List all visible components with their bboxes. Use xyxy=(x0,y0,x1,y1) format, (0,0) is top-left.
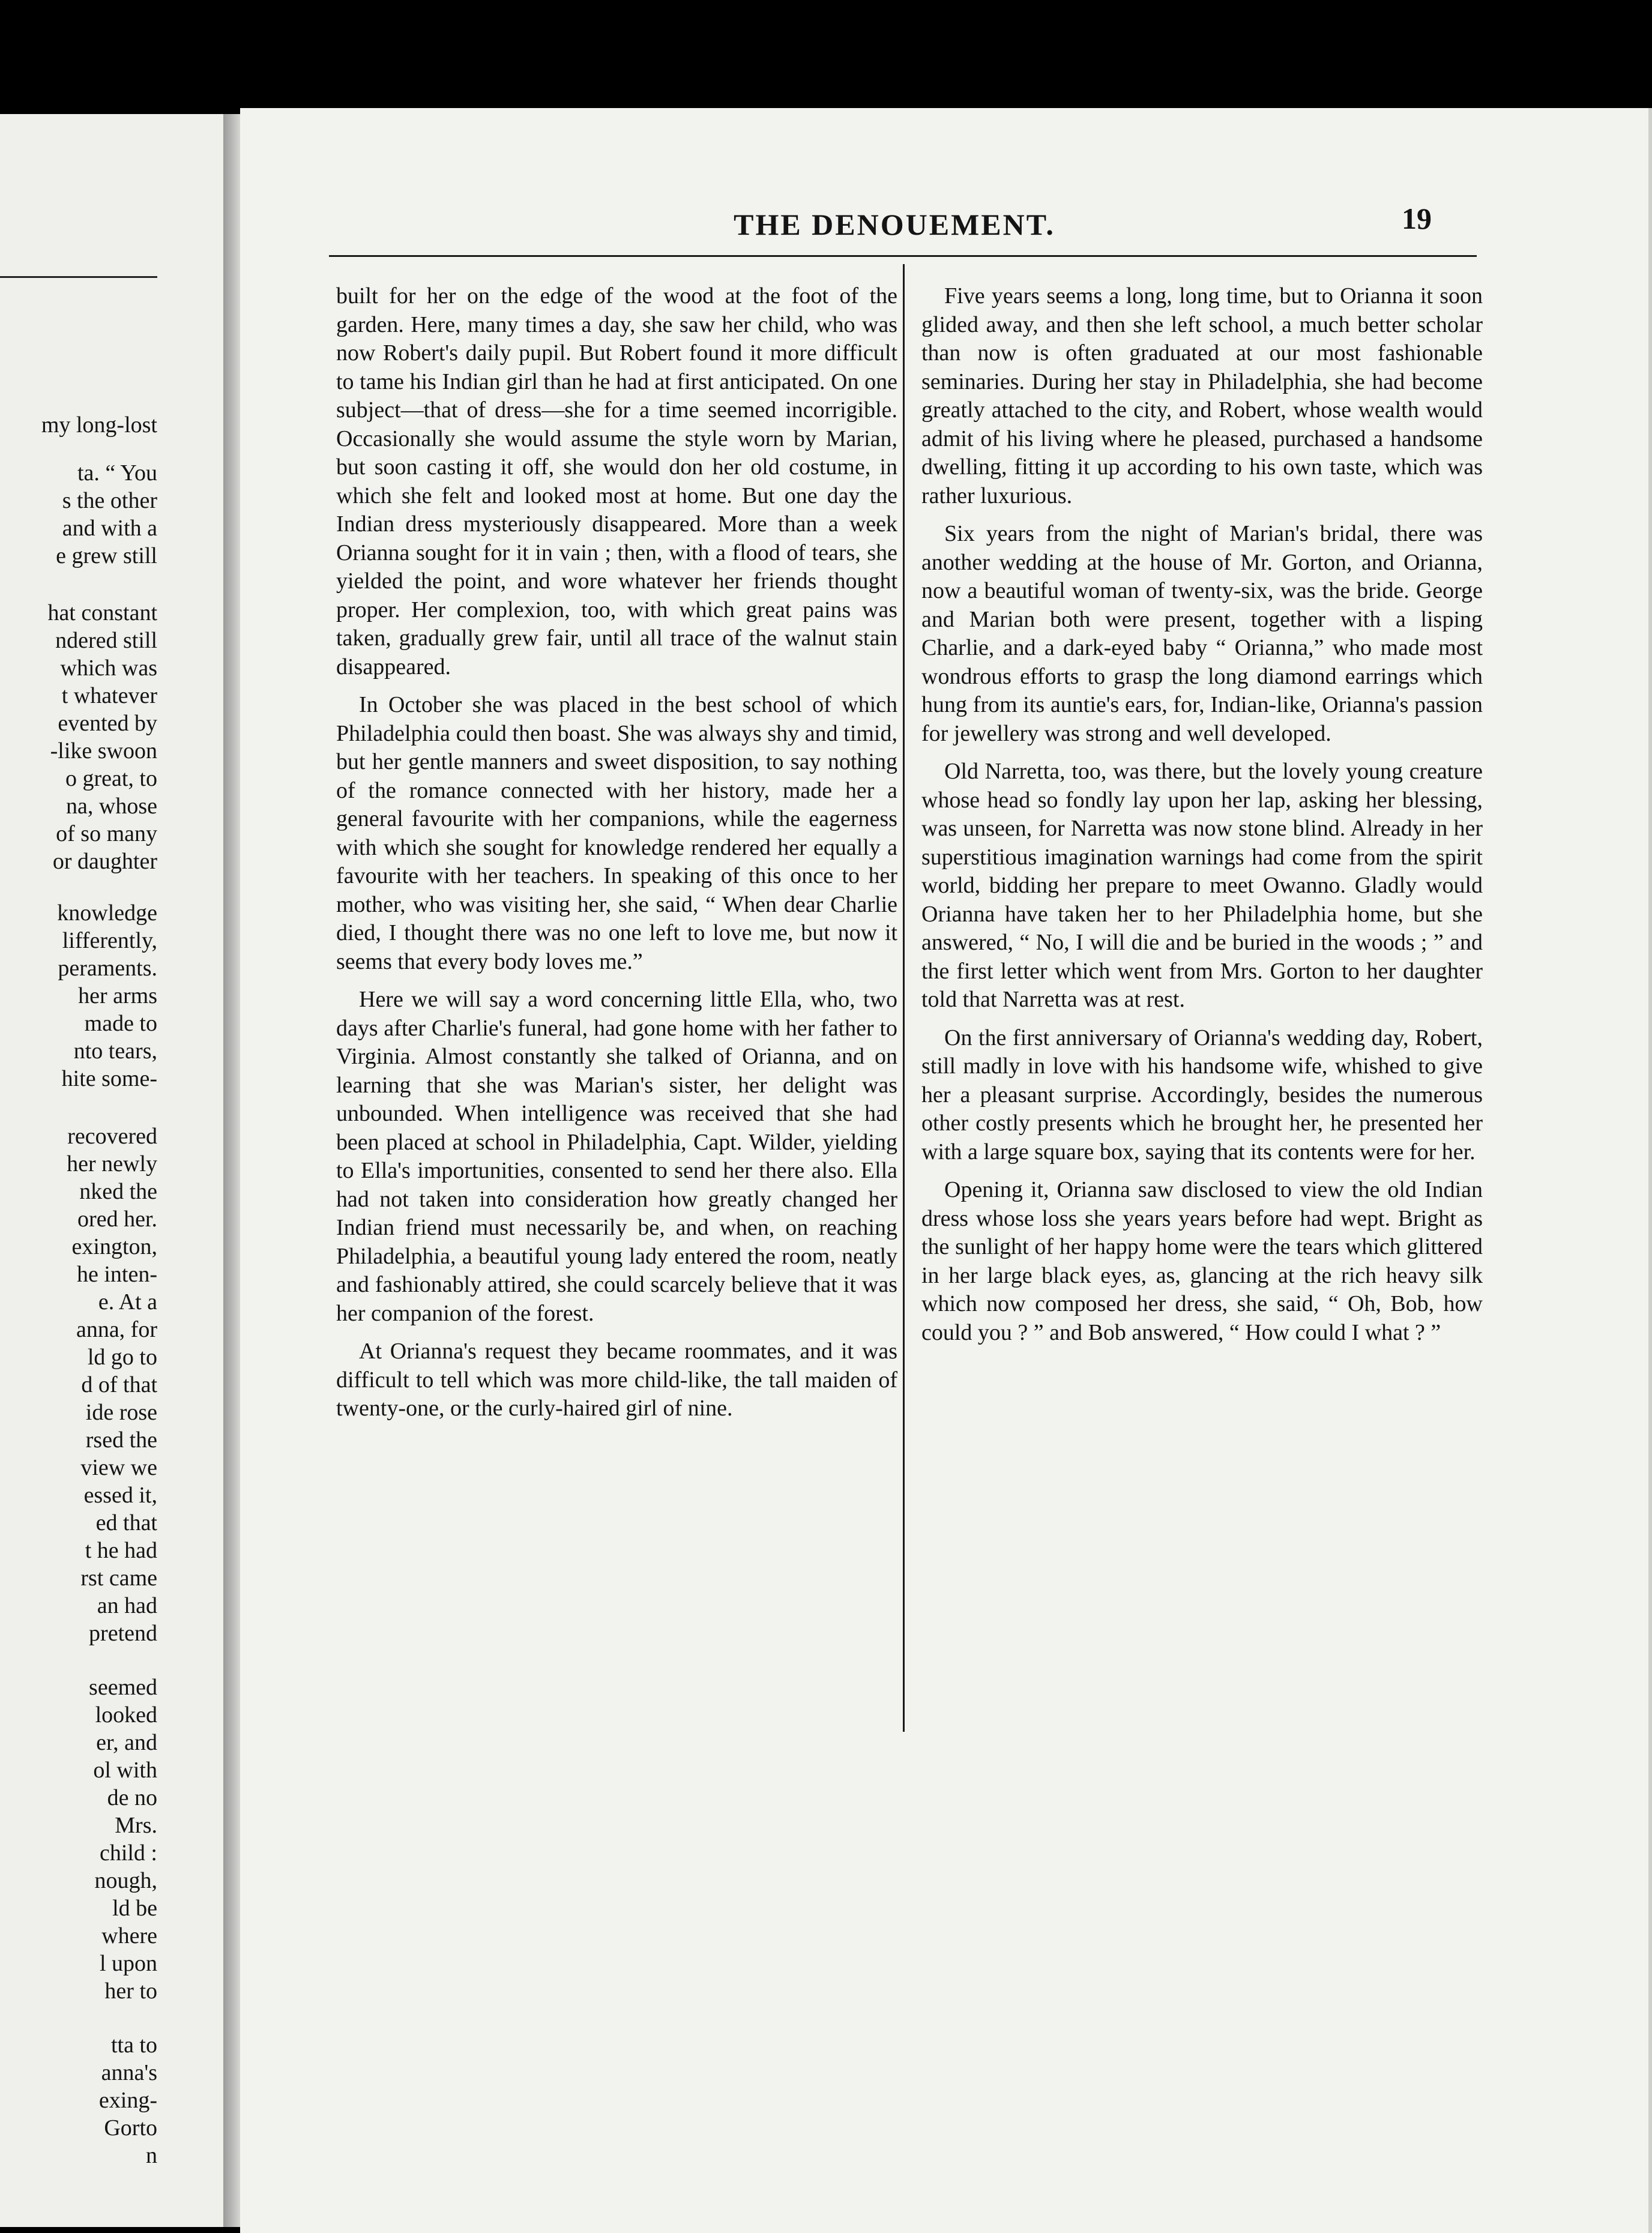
left-fragment: hite some- xyxy=(61,1066,157,1091)
left-fragment: peraments. xyxy=(58,956,157,981)
left-fragment: recovered xyxy=(67,1124,157,1149)
left-fragment: rst came xyxy=(80,1566,157,1591)
column-divider xyxy=(903,264,905,1732)
left-fragment: d of that xyxy=(81,1372,157,1397)
left-fragment: exington, xyxy=(71,1234,157,1259)
paragraph: built for her on the edge of the wood at the foot of the garden. Here, many times a day, she saw her child, who was now Robert's daily pupil. But Robert found it more difficult to tame his Indian girl than he had at first anticipated. On one subject—that of dress—she for a time seemed incorrigible. Occasionally she would assume the style worn by Marian, but soon casting it off, she would don her old costume, in which she felt and looked most at home. But one day the Indian dress mysteriously disappeared. More than a week Orianna sought for it in vain ; then, with a flood of tears, she yielded the point, and wore whatever her friends thought proper. Her complexion, too, with which great pains was taken, gradually grew fair, until all trace of the walnut stain disappeared. xyxy=(336,283,897,680)
left-fragment: anna, for xyxy=(76,1317,157,1342)
left-fragment: pretend xyxy=(89,1621,157,1646)
left-fragment: her newly xyxy=(67,1151,157,1177)
left-fragment: -like swoon xyxy=(50,738,157,764)
left-fragment: o great, to xyxy=(65,766,157,791)
left-fragment: e grew still xyxy=(56,543,157,568)
left-fragment: nto tears, xyxy=(73,1038,157,1064)
left-fragment: seemed xyxy=(89,1675,157,1700)
left-fragment: which was xyxy=(60,655,157,681)
left-fragment: anna's xyxy=(101,2060,157,2085)
left-fragment: where xyxy=(101,1923,157,1948)
left-fragment: he inten- xyxy=(76,1262,157,1287)
left-fragment: hat constant xyxy=(47,600,157,625)
left-fragment: ol with xyxy=(93,1758,157,1783)
left-fragment: Mrs. xyxy=(115,1813,157,1838)
left-fragment: ta. “ You xyxy=(77,460,157,486)
left-fragment: nough, xyxy=(94,1868,157,1893)
paragraph: Here we will say a word concerning little Ella, who, two days after Charlie's funeral, had gone home with her father to Virginia. Almost constantly she talked of Orianna, and on learning that she was Marian's sister, her delight was unbounded. When intelligence was received that she had been placed at school in Philadelphia, Capt. Wilder, yielding to Ella's importunities, consented to send her there also. Ella had not taken into consideration how greatly changed her Indian friend must necessarily be, and when, on reaching Philadelphia, a beautiful young lady entered the room, neatly and fashionably attired, she could scarcely believe that it was her companion of the forest. xyxy=(336,987,897,1326)
left-fragment: t he had xyxy=(85,1538,157,1563)
text-column-left xyxy=(336,282,897,1433)
left-fragment: l upon xyxy=(99,1951,157,1976)
left-fragment: lifferently, xyxy=(62,928,157,953)
left-fragment: an had xyxy=(97,1593,157,1618)
left-fragment: Gorto xyxy=(104,2115,157,2141)
left-fragment: rsed the xyxy=(85,1427,157,1453)
left-fragment: ed that xyxy=(95,1510,157,1535)
left-fragment: ored her. xyxy=(77,1207,157,1232)
left-fragment: of so many xyxy=(56,821,157,846)
page-number: 19 xyxy=(1402,202,1432,235)
paragraph: Six years from the night of Marian's bridal, there was another wedding at the house of Mr. Gorton, and Orianna, now a beautiful woman of twenty-six, was the bride. George and Marian both were present, together with a lisping Charlie, and a dark-eyed baby “ Orianna,” who made most wondrous efforts to grasp the long diamond earrings which hung from its auntie's ears, for, Indian-like, Orianna's passion for jewellery was strong and well developed. xyxy=(921,521,1483,746)
left-fragment: nked the xyxy=(79,1179,157,1204)
left-fragment: de no xyxy=(107,1785,157,1810)
left-fragment: ld be xyxy=(112,1896,157,1921)
left-fragment: e. At a xyxy=(98,1289,157,1315)
left-fragment: her arms xyxy=(78,983,157,1008)
paragraph: Opening it, Orianna saw disclosed to view the old Indian dress whose loss she years years before had wept. Bright as the sunlight of her happy home were the tears which glittered in her large black eyes, as, glancing at the rich heavy silk which now composed her dress, she said, “ Oh, Bob, how could you ? ” and Bob answered, “ How could I what ? ” xyxy=(921,1177,1483,1345)
header-rule xyxy=(329,255,1477,257)
left-fragment: t whatever xyxy=(61,683,157,708)
left-fragment: evented by xyxy=(58,711,157,736)
text-column-right xyxy=(921,282,1483,1357)
left-fragment: ide rose xyxy=(85,1400,157,1425)
left-fragment: essed it, xyxy=(83,1483,157,1508)
paragraph: In October she was placed in the best school of which Philadelphia could then boast. She was always shy and timid, but her gentle manners and sweet disposition, to say nothing of the romance connected with her history, made her a general favourite with her companions, while the eagerness with which she sought for knowledge rendered her equally a favourite with her teachers. In speaking of this once to her mother, who was visiting her, she said, “ When dear Charlie died, I thought there was no one left to love me, but now it seems that every body loves me.” xyxy=(336,692,897,974)
left-fragment: exing- xyxy=(98,2088,157,2113)
left-fragment: n xyxy=(146,2143,157,2168)
left-fragment: and with a xyxy=(62,516,157,541)
book-gutter xyxy=(223,114,241,2227)
left-fragment: ld go to xyxy=(87,1345,157,1370)
left-fragment: looked xyxy=(95,1702,157,1728)
left-fragment: knowledge xyxy=(57,900,157,926)
left-fragment: tta to xyxy=(110,2033,157,2058)
left-page xyxy=(0,114,223,2227)
left-fragment: made to xyxy=(84,1011,157,1036)
paragraph: Five years seems a long, long time, but to Orianna it soon glided away, and then she left school, a much better scholar than now is often graduated at our most fashionable seminaries. During her stay in Philadelphia, she had become greatly attached to the city, and Robert, whose wealth would admit of his living where he pleased, purchased a handsome dwelling, fitting it up according to his own taste, which was rather luxurious. xyxy=(921,283,1483,508)
left-fragment: or daughter xyxy=(52,849,157,874)
left-page-rule xyxy=(0,276,157,278)
left-fragment: my long-lost xyxy=(41,412,157,438)
running-head: THE DENOUEMENT. xyxy=(734,208,1055,241)
left-fragment: na, whose xyxy=(66,794,157,819)
paragraph: Old Narretta, too, was there, but the lovely young creature whose head so fondly lay upon her lap, asking her blessing, was unseen, for Narretta was now stone blind. Already in her superstitious imagination warnings had come from the spirit world, bidding her prepare to meet Owanno. Gladly would Orianna have taken her to her Philadelphia home, but she answered, “ No, I will die and be buried in the woods ; ” and the first letter which went from Mrs. Gorton to her daughter told that Narretta was at rest. xyxy=(921,759,1483,1012)
left-fragment: view we xyxy=(80,1455,157,1480)
left-fragment: s the other xyxy=(62,488,157,513)
left-fragment: her to xyxy=(104,1978,157,2004)
left-fragment: ndered still xyxy=(55,628,157,653)
paragraph: At Orianna's request they became roommates, and it was difficult to tell which was more child-like, the tall maiden of twenty-one, or the curly-haired girl of nine. xyxy=(336,1339,897,1421)
paragraph: On the first anniversary of Orianna's wedding day, Robert, still madly in love with his handsome wife, whished to give her a pleasant surprise. Accordingly, besides the numerous other costly presents which he brought her, he presented her with a large square box, saying that its contents were for her. xyxy=(921,1025,1483,1165)
page-edge xyxy=(1648,108,1652,2233)
left-fragment: child : xyxy=(99,1840,157,1866)
left-fragment: er, and xyxy=(96,1730,157,1755)
